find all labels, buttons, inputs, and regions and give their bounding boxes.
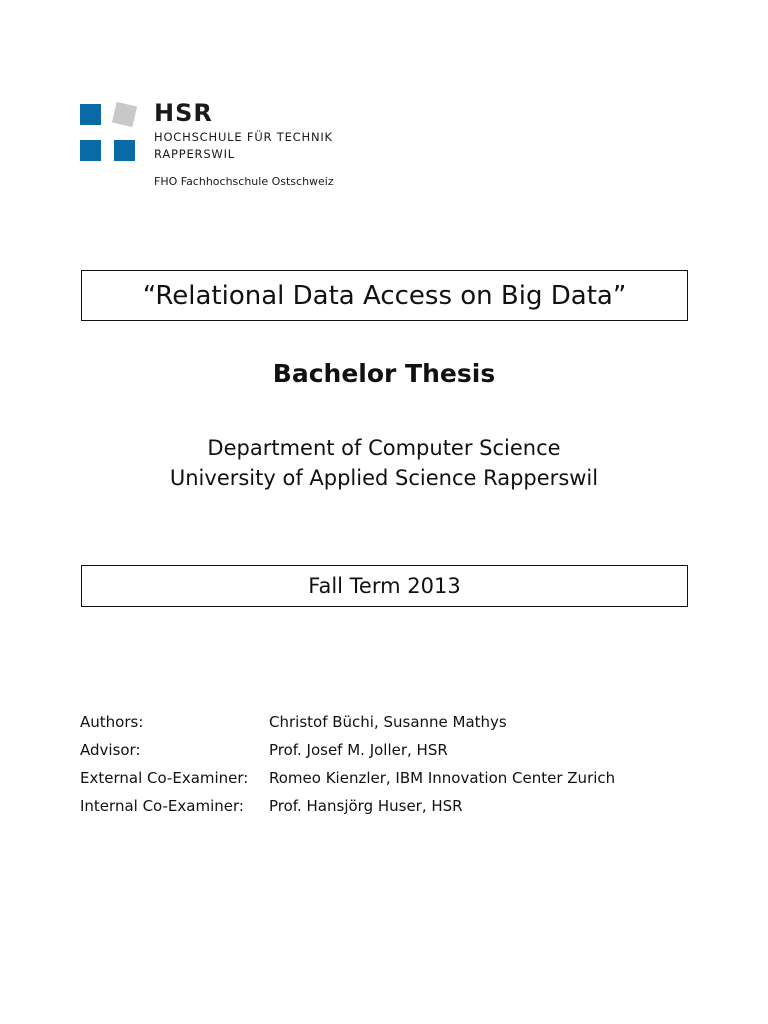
university-name: University of Applied Science Rapperswil: [169, 466, 599, 490]
department-name: Department of Computer Science: [207, 436, 561, 460]
term: Fall Term 2013: [81, 565, 688, 607]
logo-square-bottom-left: [80, 140, 101, 161]
role-names: Romeo Kienzler, IBM Innovation Center Zurich: [269, 769, 616, 787]
thesis-title: “Relational Data Access on Big Data”: [81, 270, 688, 321]
role-label: External Co-Examiner:: [80, 769, 249, 787]
person-row-external-examiner: [80, 769, 700, 797]
person-row-advisor: [80, 741, 700, 769]
person-row-authors: [80, 713, 700, 741]
role-label: Authors:: [80, 713, 144, 731]
thesis-type: Bachelor Thesis: [272, 359, 496, 388]
role-label: Internal Co-Examiner:: [80, 797, 244, 815]
hsr-logo: [80, 99, 380, 194]
role-names: Prof. Josef M. Joller, HSR: [269, 741, 448, 759]
logo-square-tilted: [112, 102, 137, 127]
people-list: [80, 713, 700, 825]
role-label: Advisor:: [80, 741, 141, 759]
role-names: Christof Büchi, Susanne Mathys: [269, 713, 507, 731]
logo-line-2: RAPPERSWIL: [154, 147, 235, 161]
logo-affiliation: FHO Fachhochschule Ostschweiz: [154, 175, 334, 188]
logo-square-bottom-right: [114, 140, 135, 161]
logo-line-1: HOCHSCHULE FÜR TECHNIK: [154, 130, 333, 144]
role-names: Prof. Hansjörg Huser, HSR: [269, 797, 463, 815]
logo-name: HSR: [154, 99, 213, 127]
logo-square-top-left: [80, 104, 101, 125]
person-row-internal-examiner: [80, 797, 700, 825]
